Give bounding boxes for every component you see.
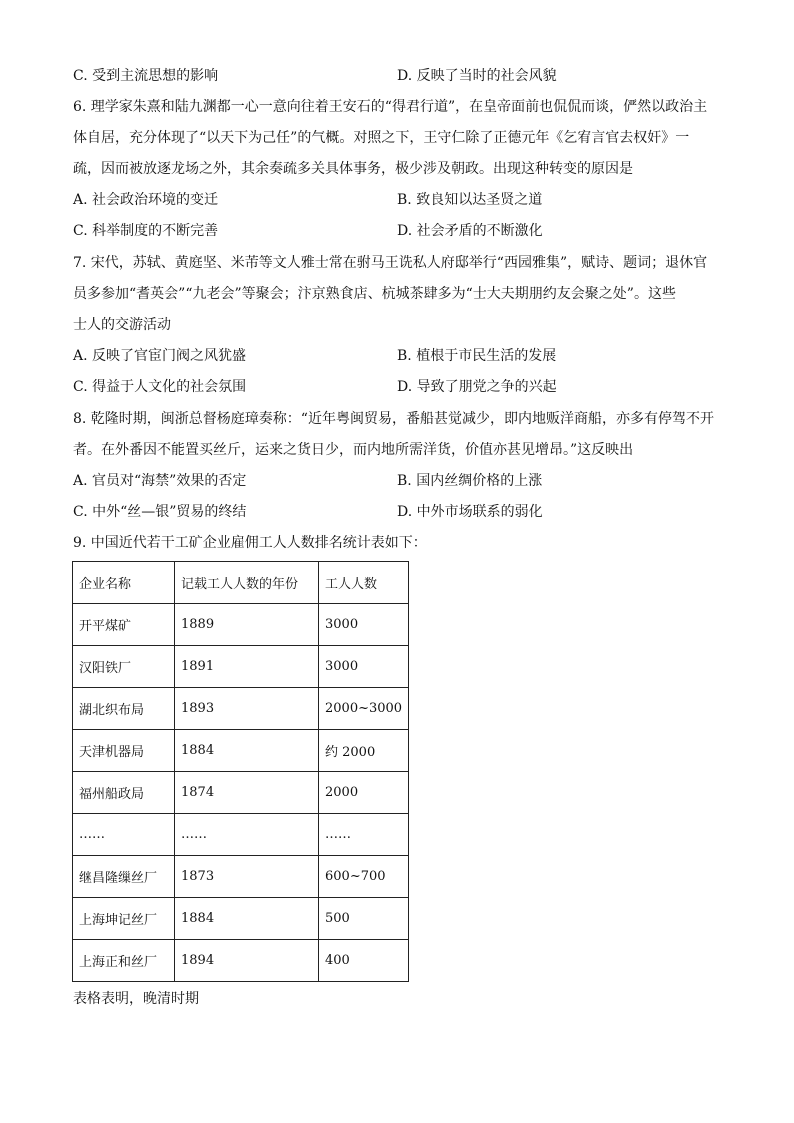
header-record-year: 记载工人人数的年份: [175, 562, 319, 604]
q8-option-b: B. 国内丝绸价格的上涨: [397, 473, 543, 489]
q8-option-a: A. 官员对“海禁”效果的否定: [73, 473, 247, 489]
q8-stem-line-2: 者。在外番因不能置买丝斤，运来之货日少，而内地所需洋货，价值亦甚见增昂。”这反映出: [73, 442, 634, 458]
cell-name: 湖北织布局: [73, 688, 175, 730]
cell-name: 上海坤记丝厂: [73, 898, 175, 940]
cell-count: 2000~3000: [319, 688, 409, 730]
cell-year: 1893: [175, 688, 319, 730]
cell-count: 约 2000: [319, 730, 409, 772]
table-row: [73, 604, 409, 646]
q7-option-b: B. 植根于市民生活的发展: [397, 348, 557, 364]
cell-name: 开平煤矿: [73, 604, 175, 646]
cell-name: 天津机器局: [73, 730, 175, 772]
cell-year: 1873: [175, 856, 319, 898]
cell-count: 400: [319, 940, 409, 982]
q7-stem-line-3: 士人的交游活动: [73, 317, 171, 333]
q5-option-c: C. 受到主流思想的影响: [73, 68, 219, 84]
cell-count: 3000: [319, 646, 409, 688]
enterprise-workers-table: [72, 561, 409, 982]
q7-stem-line-1: 7. 宋代，苏轼、黄庭坚、米芾等文人雅士常在驸马王诜私人府邸举行“西园雅集”，赋诗、题词；退休官: [73, 255, 708, 271]
cell-year: 1884: [175, 898, 319, 940]
table-row: [73, 814, 409, 856]
q6-option-a: A. 社会政治环境的变迁: [73, 192, 219, 208]
q6-stem-line-2: 体自居，充分体现了“以天下为己任”的气概。对照之下，王守仁除了正德元年《乞宥言官去权奸》一: [73, 130, 690, 146]
q8-option-c: C. 中外“丝—银”贸易的终结: [73, 504, 247, 520]
table-row: [73, 940, 409, 982]
q8-option-d: D. 中外市场联系的弱化: [397, 504, 543, 520]
header-enterprise-name: 企业名称: [73, 562, 175, 604]
q6-stem-line-1: 6. 理学家朱熹和陆九渊都一心一意向往着王安石的“得君行道”，在皇帝面前也侃侃而谈，俨然以政治主: [73, 99, 708, 115]
header-worker-count: 工人人数: [319, 562, 409, 604]
table-row: [73, 688, 409, 730]
cell-year: 1874: [175, 772, 319, 814]
q6-option-d: D. 社会矛盾的不断激化: [397, 223, 543, 239]
cell-name: 上海正和丝厂: [73, 940, 175, 982]
q8-stem-line-1: 8. 乾隆时期，闽浙总督杨庭璋奏称：“近年粤闽贸易，番船甚觉减少，即内地贩洋商船，亦多有停驾不开: [73, 411, 714, 427]
q7-option-c: C. 得益于人文化的社会氛围: [73, 379, 247, 395]
cell-count: 600~700: [319, 856, 409, 898]
q6-stem-line-3: 疏，因而被放逐龙场之外，其余奏疏多关具体事务，极少涉及朝政。出现这种转变的原因是: [73, 161, 633, 177]
table-row: [73, 730, 409, 772]
cell-count: 500: [319, 898, 409, 940]
q5-option-d: D. 反映了当时的社会风貌: [397, 68, 557, 84]
cell-year: 1894: [175, 940, 319, 982]
cell-year: 1889: [175, 604, 319, 646]
table-header-row: [73, 562, 409, 604]
q6-option-b: B. 致良知以达圣贤之道: [397, 192, 543, 208]
cell-year: 1891: [175, 646, 319, 688]
cell-name: 福州船政局: [73, 772, 175, 814]
table-row: [73, 856, 409, 898]
q6-option-c: C. 科举制度的不断完善: [73, 223, 219, 239]
q7-stem-line-2: 员多参加“耆英会”“九老会”等聚会；汴京熟食店、杭城茶肆多为“士大夫期朋约友会聚之处”。这些: [73, 286, 676, 302]
cell-count: 3000: [319, 604, 409, 646]
cell-name: 汉阳铁厂: [73, 646, 175, 688]
cell-name: ……: [73, 814, 175, 856]
cell-count: 2000: [319, 772, 409, 814]
q7-option-d: D. 导致了朋党之争的兴起: [397, 379, 557, 395]
cell-year: 1884: [175, 730, 319, 772]
q9-intro: 9. 中国近代若干工矿企业雇佣工人人数排名统计表如下：: [73, 535, 427, 551]
table-row: [73, 898, 409, 940]
table-row: [73, 646, 409, 688]
cell-count: ……: [319, 814, 409, 856]
table-row: [73, 772, 409, 814]
cell-name: 继昌隆缫丝厂: [73, 856, 175, 898]
cell-year: ……: [175, 814, 319, 856]
q7-option-a: A. 反映了官宦门阀之风犹盛: [73, 348, 247, 364]
q9-conclusion: 表格表明，晚清时期: [73, 991, 199, 1007]
